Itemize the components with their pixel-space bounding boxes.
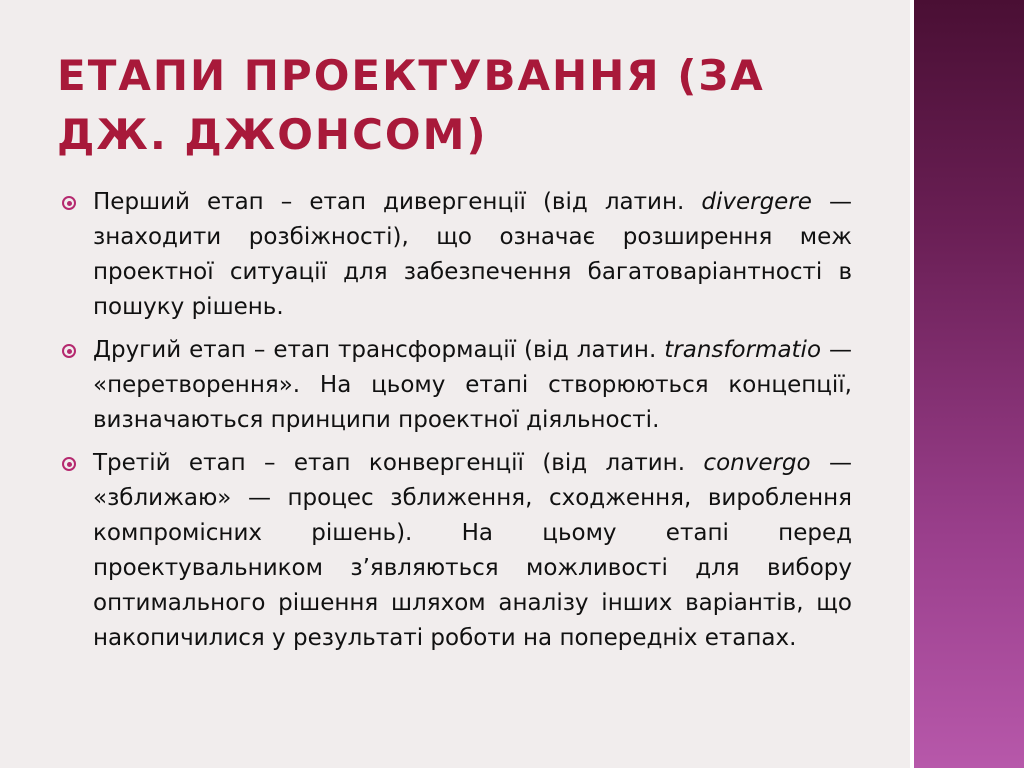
slide-title-line-1: ЕТАПИ ПРОЕКТУВАННЯ (ЗА (57, 51, 765, 100)
latin-term: divergere (701, 189, 812, 215)
bullet-item-stage-3 (62, 446, 852, 656)
bullet-circle-icon (62, 196, 76, 210)
bullet-text-after: — знаходити розбіжності), що означає розширення меж проектної ситуації для забезпечення багатоваріантності в пошуку рішень. (93, 189, 853, 320)
slide-title (57, 46, 897, 164)
bullet-text-before: Перший етап – етап дивергенції (від латин. (93, 189, 702, 215)
latin-term: convergo (703, 450, 811, 476)
bullet-circle-icon (62, 457, 76, 471)
bullet-text-after: — «зближаю» — процес зближення, сходження, вироблення компромісних рішень). На цьому етапі перед проектувальником з’являються можливості для вибору оптимального рішення шляхом аналізу інших варіантів, що накопичилися у результаті роботи на попередніх етапах. (93, 450, 852, 651)
bullet-item-stage-1 (62, 185, 852, 325)
bullet-circle-icon (62, 344, 76, 358)
bullet-text-before: Третій етап – етап конвергенції (від латин. (93, 450, 704, 476)
decorative-side-band (914, 0, 1024, 768)
bullet-text-after: — «перетворення». На цьому етапі створюються концепції, визначаються принципи проектної діяльності. (93, 337, 853, 433)
bullet-item-stage-2 (62, 333, 852, 438)
bullet-list (62, 185, 852, 664)
slide-title-line-2: ДЖ. ДЖОНСОМ) (57, 110, 488, 159)
bullet-text-before: Другий етап – етап трансформації (від латин. (93, 337, 665, 363)
latin-term: transformatio (664, 337, 822, 363)
